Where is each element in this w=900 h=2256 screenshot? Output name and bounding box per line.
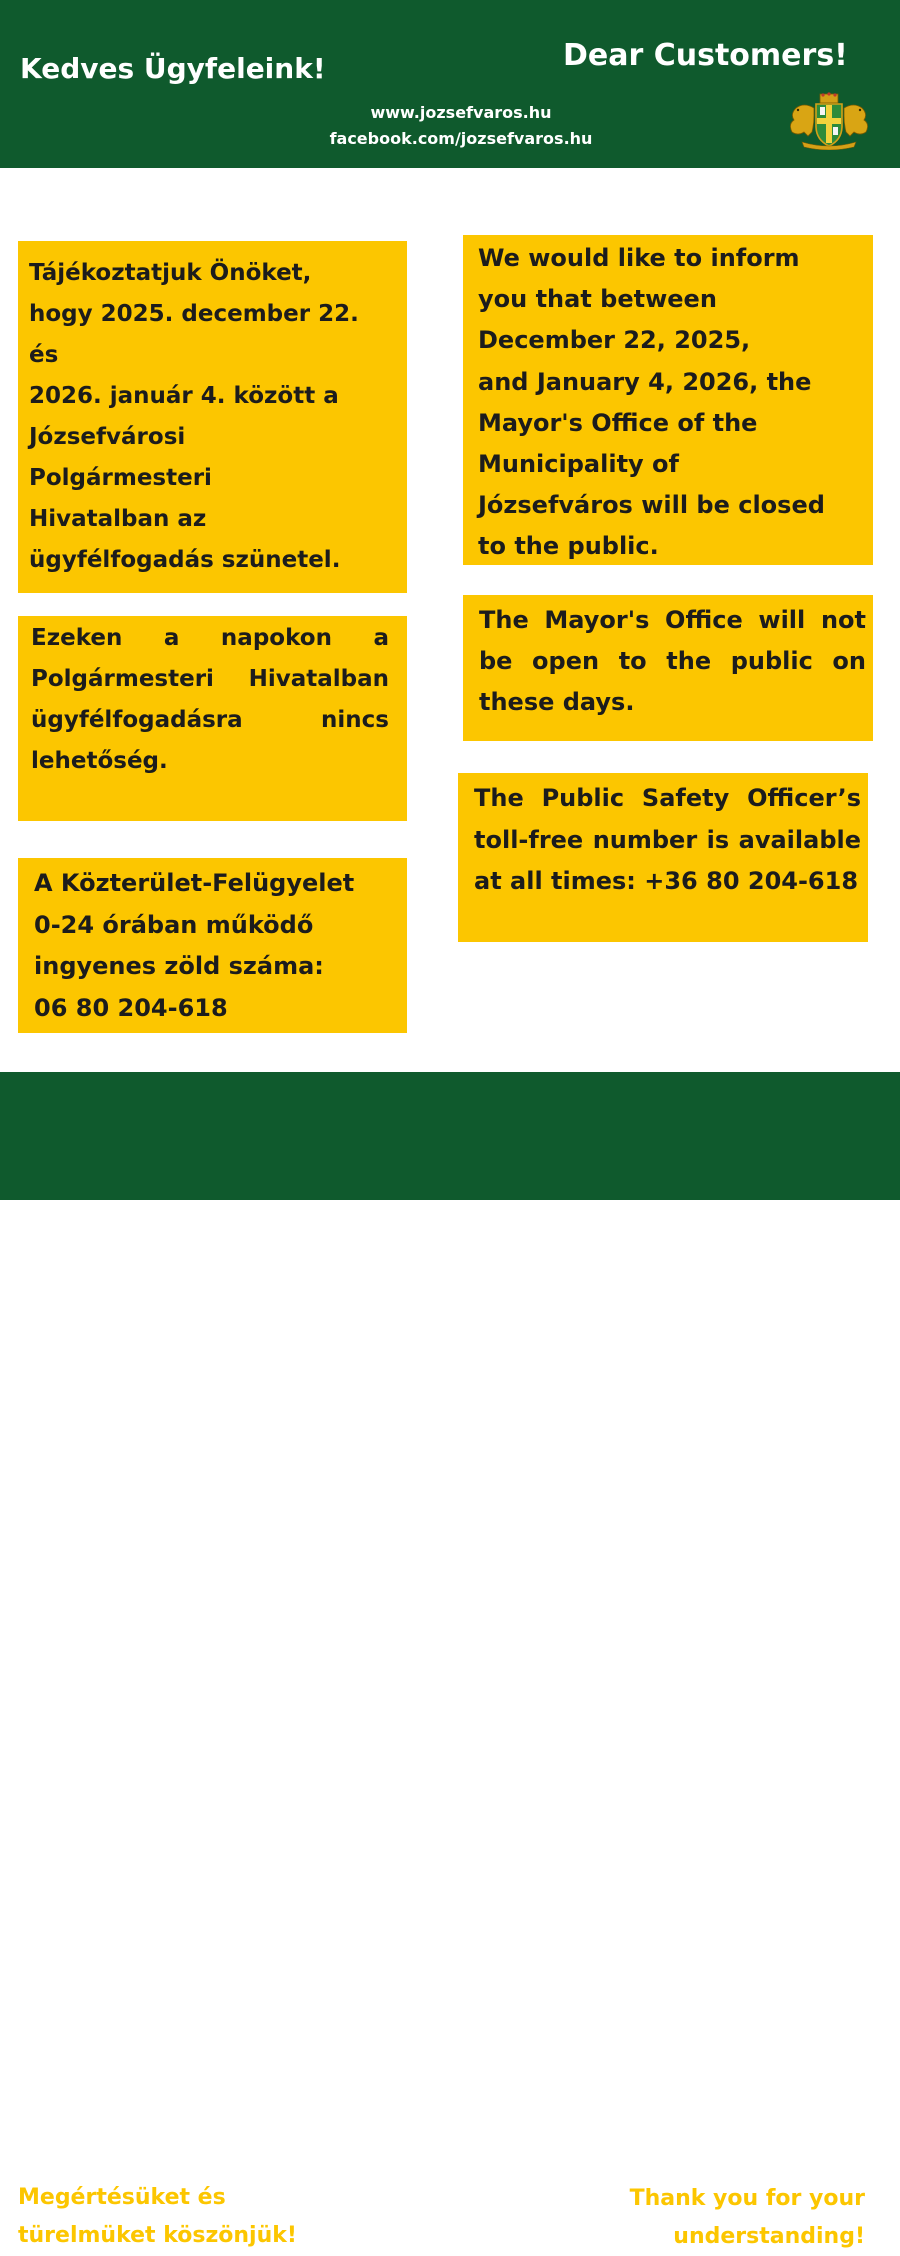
- closure-en-line: you that between: [478, 285, 717, 314]
- closure-hu-line: Polgármesteri: [29, 465, 212, 491]
- closure-hu-line: hogy 2025. december 22.: [29, 301, 359, 327]
- closure-hu-line: Hivatalban az: [29, 506, 207, 532]
- thanks-english: [630, 2180, 865, 2256]
- notice-no-service-english: The Mayor's Office will not be open to the public on these days.: [463, 595, 873, 741]
- greeting-english: Dear Customers!: [563, 38, 848, 73]
- thanks-en-line: Thank you for your: [629, 2186, 865, 2211]
- thanks-hungarian: [18, 2179, 297, 2255]
- closure-en-line: Józsefváros will be closed: [478, 491, 825, 520]
- closure-hu-line: Tájékoztatjuk Önöket,: [29, 260, 312, 286]
- thanks-en-line: understanding!: [673, 2224, 865, 2249]
- safety-hu-line: 0-24 órában működő: [34, 910, 314, 939]
- closure-hu-line: ügyfélfogadás szünetel.: [29, 547, 341, 573]
- notice-closure-hungarian: [18, 241, 407, 593]
- header-banner: [0, 0, 900, 168]
- thanks-hu-line: türelmüket köszönjük!: [18, 2223, 297, 2248]
- greeting-hungarian: Kedves Ügyfeleink!: [20, 52, 326, 85]
- footer-banner: [0, 1072, 900, 2249]
- notice-safety-english: The Public Safety Officer’s toll-free number is available at all times: +36 80 204-618: [458, 773, 868, 942]
- notice-closure-english: [463, 235, 873, 565]
- website-link[interactable]: www.jozsefvaros.hu: [370, 103, 552, 122]
- facebook-link[interactable]: facebook.com/jozsefvaros.hu: [329, 129, 593, 148]
- closure-hu-line: és: [29, 342, 59, 368]
- closure-en-line: We would like to inform: [478, 244, 800, 272]
- notice-safety-hungarian: [18, 858, 407, 1033]
- closure-en-line: Municipality of: [478, 450, 679, 479]
- safety-hu-line: ingyenes zöld száma:: [34, 952, 324, 980]
- coat-of-arms-icon: [784, 92, 874, 150]
- safety-hu-line: A Közterület-Felügyelet: [34, 869, 355, 897]
- closure-en-line: December 22, 2025,: [478, 326, 751, 355]
- closure-hu-line: Józsefvárosi: [29, 424, 186, 450]
- closure-en-line: to the public.: [478, 532, 659, 561]
- safety-hu-phone: 06 80 204-618: [34, 993, 228, 1022]
- closure-en-line: Mayor's Office of the: [478, 408, 758, 437]
- closure-hu-line: 2026. január 4. között a: [29, 383, 339, 409]
- thanks-hu-line: Megértésüket és: [18, 2185, 226, 2210]
- closure-en-line: and January 4, 2026, the: [478, 367, 812, 396]
- contact-links: [300, 100, 622, 152]
- notice-no-service-hungarian: Ezeken a napokon a Polgármesteri Hivatalban ügyfélfogadásra nincs lehetőség.: [18, 616, 407, 821]
